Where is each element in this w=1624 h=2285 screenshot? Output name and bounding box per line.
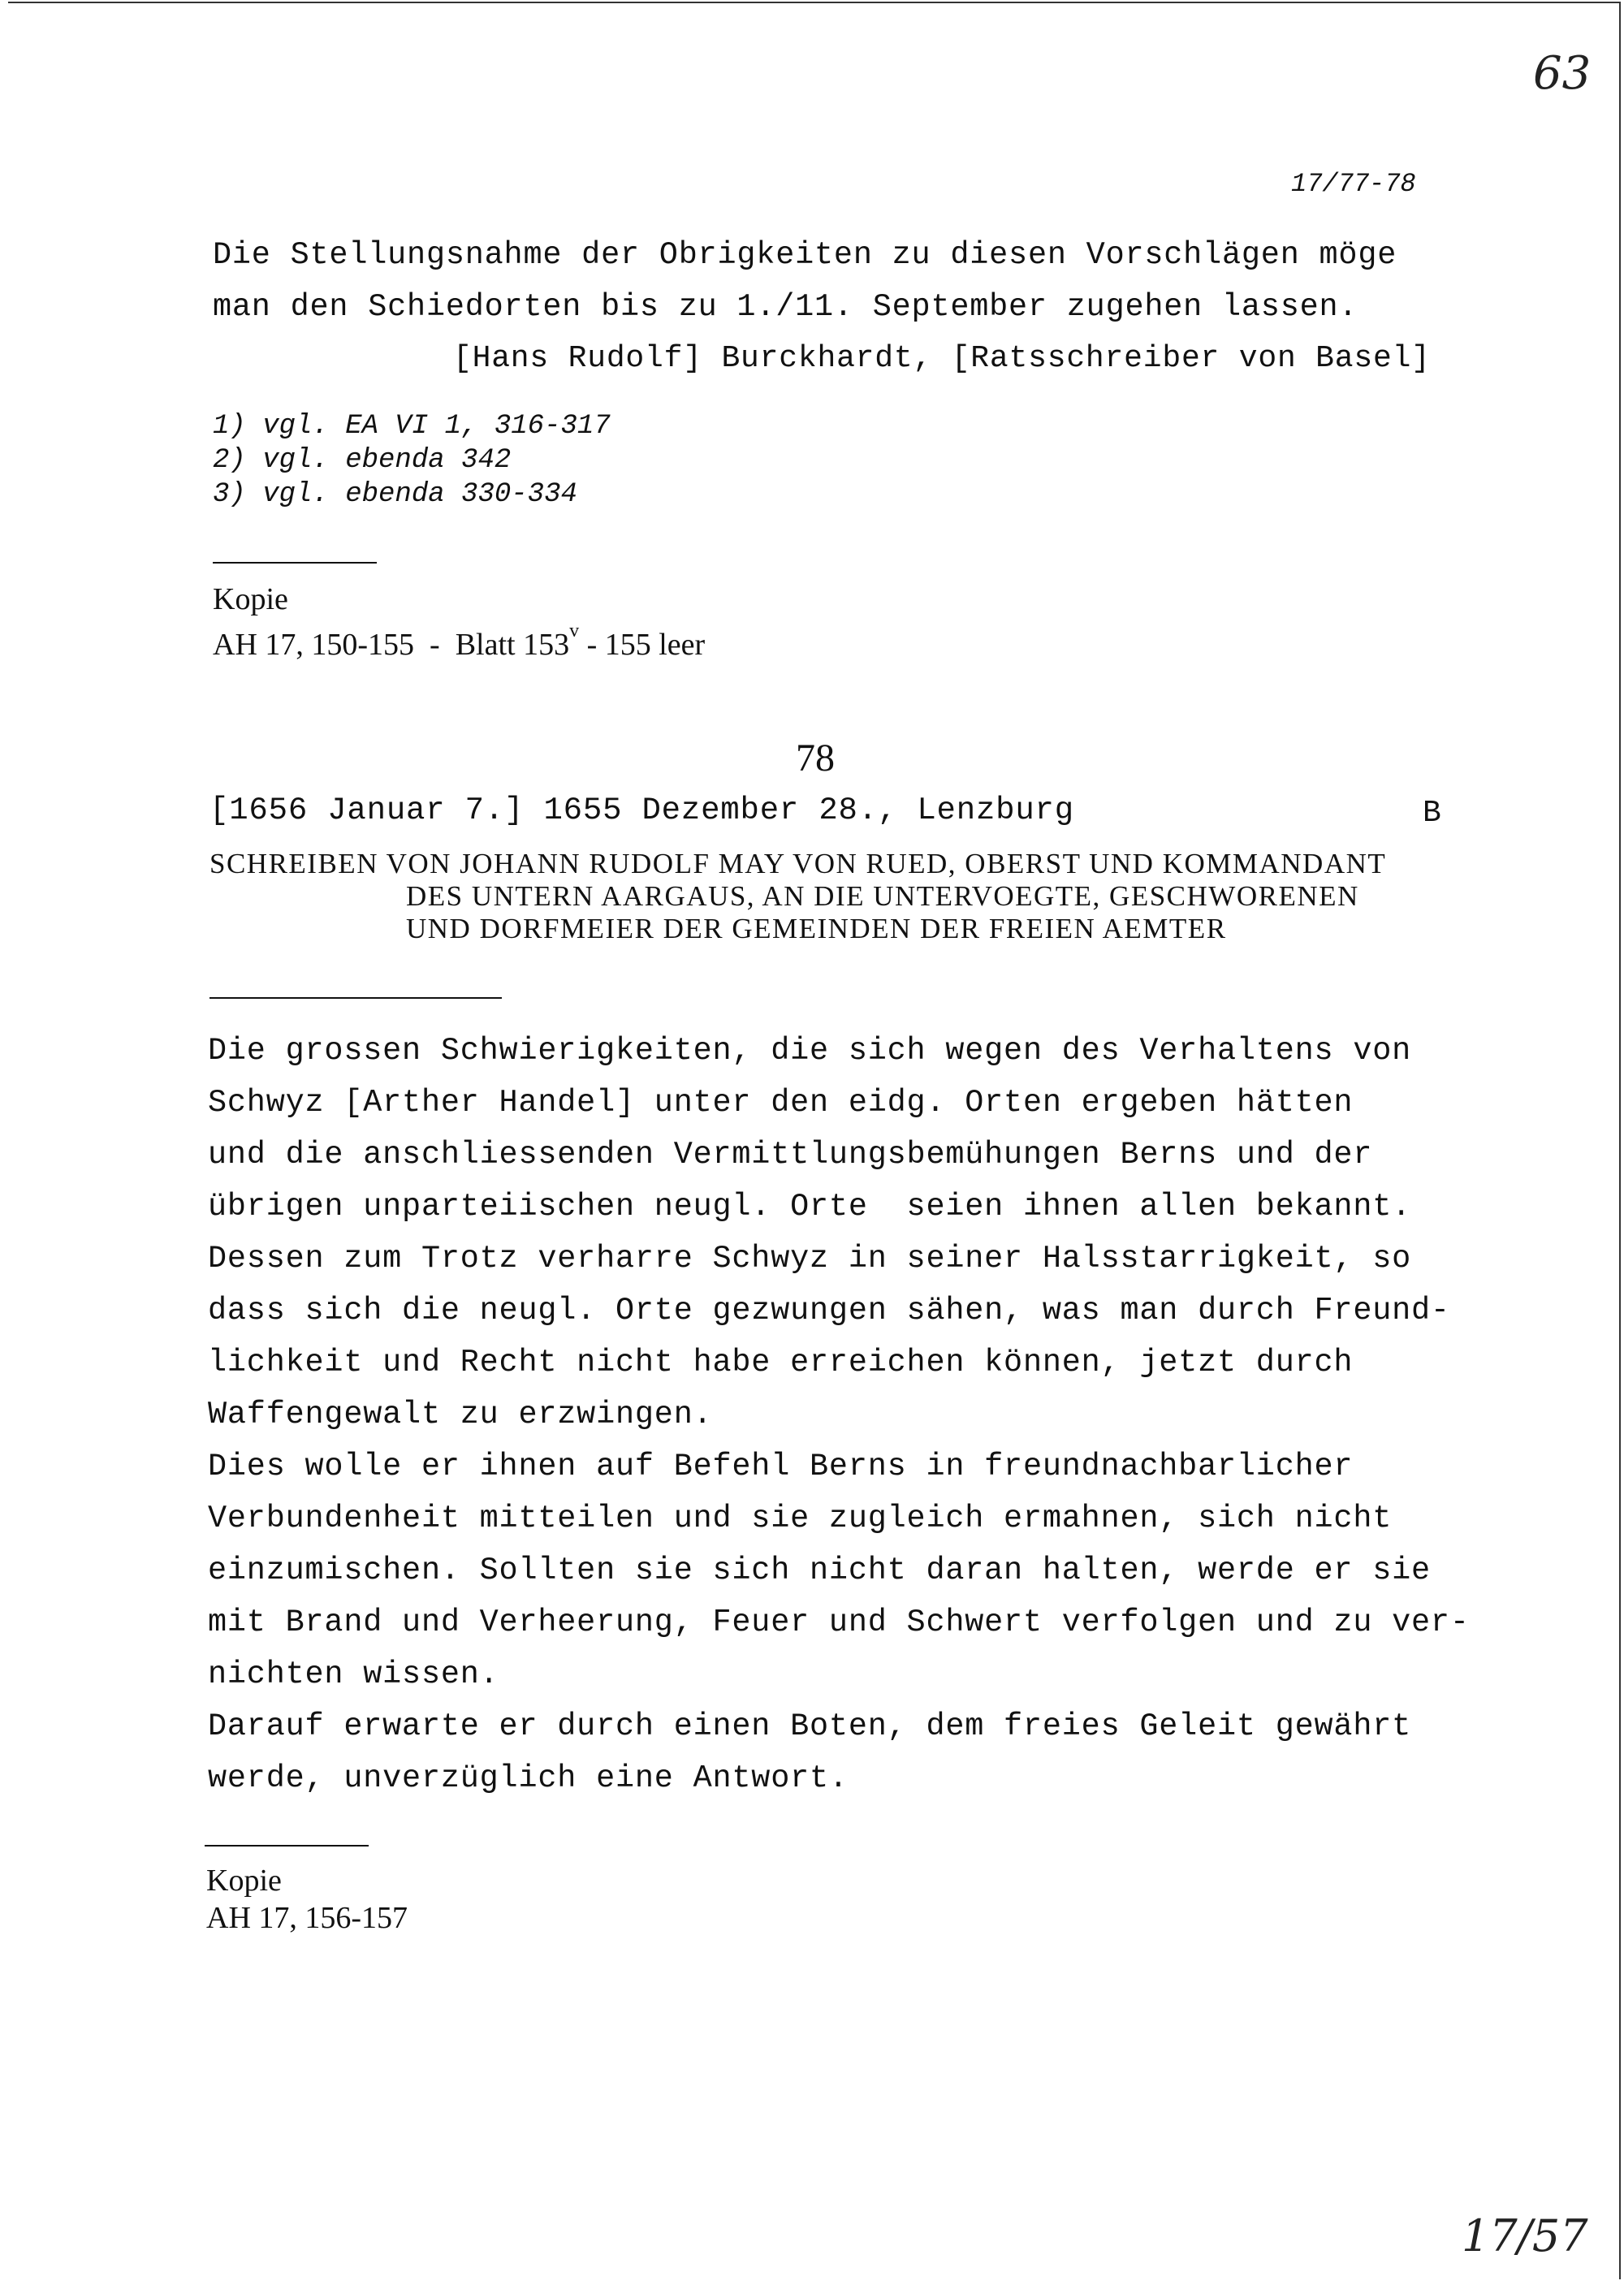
footnote: 2) vgl. ebenda 342 [213,445,512,476]
page-right-edge [1619,2,1621,2279]
body-line: Verbundenheit mitteilen und sie zugleich ermahnen, sich nicht [208,1501,1393,1536]
document-heading-line: UND DORFMEIER DER GEMEINDEN DER FREIEN AEMTER [406,913,1227,944]
body-line: Die grossen Schwierigkeiten, die sich wegen des Verhaltens von [208,1033,1412,1069]
document-heading-line: DES UNTERN AARGAUS, AN DIE UNTERVOEGTE, GESCHWORENEN [406,880,1359,912]
body-line: Dessen zum Trotz verharre Schwyz in seiner Halsstarrigkeit, so [208,1241,1412,1276]
source-reference: AH 17, 156-157 [206,1901,408,1935]
source-reference [213,620,705,663]
document-date-line: [1656 Januar 7.] 1655 Dezember 28., Lenzburg [209,793,1074,828]
body-line: werde, unverzüglich eine Antwort. [208,1760,849,1796]
body-line: Darauf erwarte er durch einen Boten, dem freies Geleit gewährt [208,1708,1412,1744]
previous-paragraph-line: man den Schiedorten bis zu 1./11. September zugehen lassen. [213,289,1358,325]
source-label: Kopie [213,582,288,616]
source-reference-sup: v [569,620,580,641]
document-number: 78 [796,736,835,780]
reference-code: 17/77-78 [1291,169,1416,199]
document-marker: B [1423,796,1442,831]
body-line: Schwyz [Arther Handel] unter den eidg. Orten ergeben hätten [208,1085,1354,1121]
body-line: Waffengewalt zu erzwingen. [208,1397,713,1432]
section-divider [209,997,502,999]
source-reference-tail: - 155 leer [579,628,706,662]
section-divider [205,1845,369,1847]
signature: [Hans Rudolf] Burckhardt, [Ratsschreiber von Basel] [453,341,1431,376]
footnote: 1) vgl. EA VI 1, 316-317 [213,411,611,442]
page-top-edge [8,2,1620,3]
body-line: mit Brand und Verheerung, Feuer und Schwert verfolgen und zu ver- [208,1605,1470,1640]
source-label: Kopie [206,1864,282,1898]
previous-paragraph-line: Die Stellungsnahme der Obrigkeiten zu diesen Vorschlägen möge [213,237,1397,273]
body-line: Dies wolle er ihnen auf Befehl Berns in freundnachbarlicher [208,1449,1354,1484]
body-line: dass sich die neugl. Orte gezwungen sähen, was man durch Freund- [208,1293,1450,1328]
footnote: 3) vgl. ebenda 330-334 [213,479,577,510]
body-line: nichten wissen. [208,1657,499,1692]
handwritten-page-number: 63 [1533,47,1592,100]
handwritten-archive-number: 17/57 [1462,2210,1588,2261]
body-line: und die anschliessenden Vermittlungsbemühungen Berns und der [208,1137,1373,1173]
document-heading-line: SCHREIBEN VON JOHANN RUDOLF MAY VON RUED, OBERST UND KOMMANDANT [209,848,1387,879]
section-divider [213,562,377,564]
source-reference-main: AH 17, 150-155 - Blatt 153 [213,628,570,662]
body-line: einzumischen. Sollten sie sich nicht daran halten, werde er sie [208,1553,1431,1588]
body-line: übrigen unparteiischen neugl. Orte seien ihnen allen bekannt. [208,1189,1412,1225]
body-line: lichkeit und Recht nicht habe erreichen können, jetzt durch [208,1345,1354,1380]
